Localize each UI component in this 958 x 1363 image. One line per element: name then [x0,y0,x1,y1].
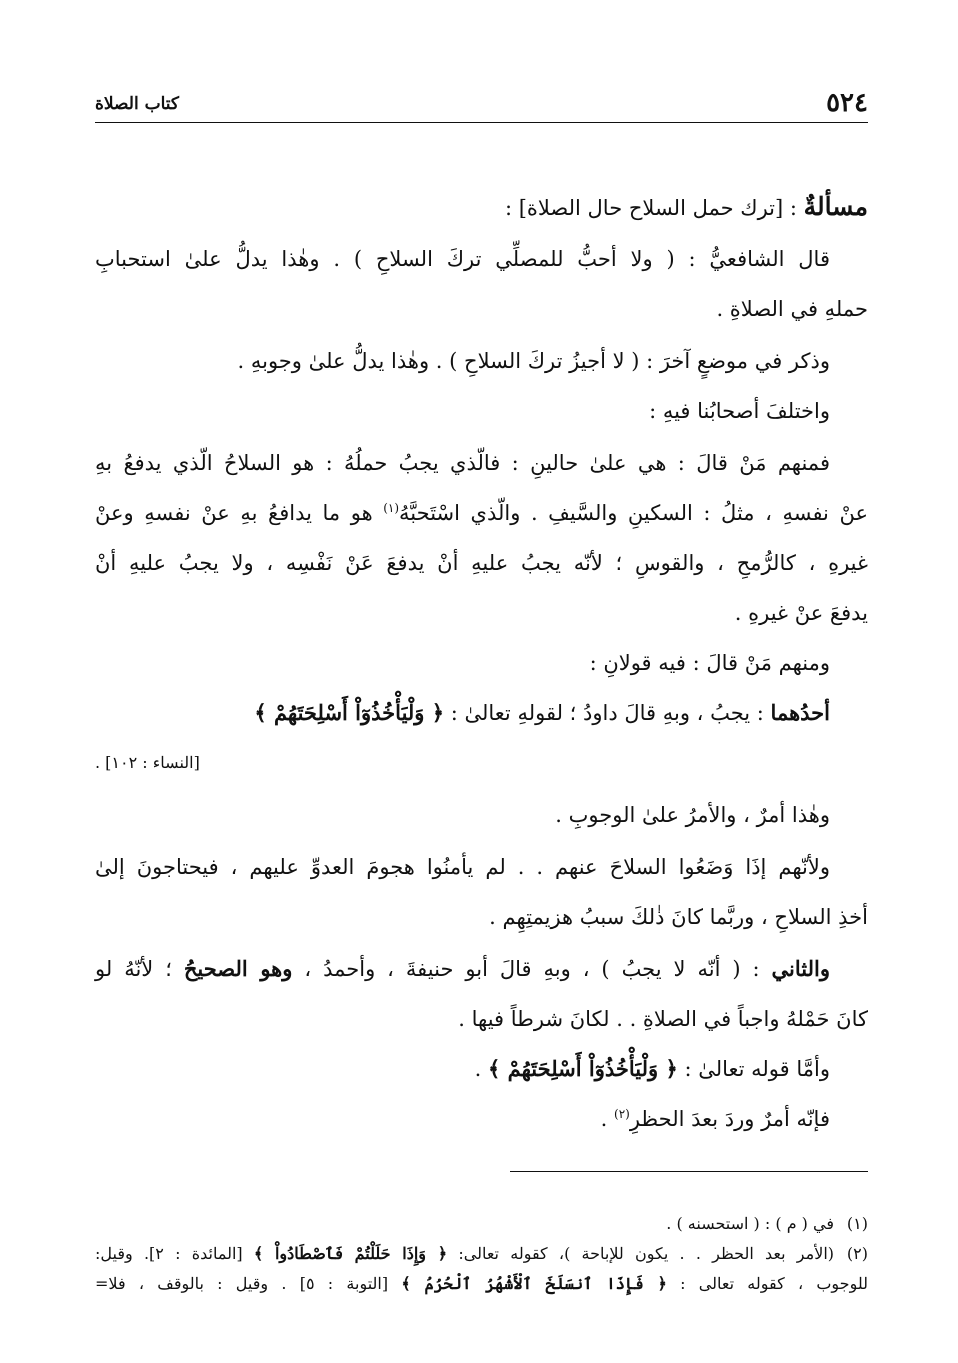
footnote-ref-2[interactable]: (٢) [614,1107,630,1121]
paragraph-4 [95,448,868,628]
issue-heading [95,192,868,222]
quran-verse: ﴿ فَإِذَا ٱنسَلَخَ ٱلْأَشْهُرُ ٱلْحُرُمُ ﴾ [401,1274,667,1293]
paragraph-10 [95,1054,868,1084]
text-line: أخذِ السلاحِ ، وربَّما كانَ ذٰلكَ سببُ هزيمتِهِم . [489,905,868,929]
text-segment: . [600,1107,615,1131]
paragraph-6 [95,698,868,728]
paragraph-8 [95,852,868,932]
text-line [95,954,868,984]
verse-reference: [النساء : ١٠٢] . [95,753,200,772]
footnote-number: (٢) [846,1244,869,1263]
footnote-separator [510,1171,868,1172]
footnote-1 [95,1209,868,1239]
paragraph-7: وهٰذا أمرٌ ، والأمرُ علىٰ الوجوبِ . [555,803,830,827]
text-segment: فإنّه أمرٌ وردَ بعدَ الحظرِ [629,1107,830,1131]
footnote-2-continued [95,1269,868,1299]
bold-term: أحدُهما [770,700,830,725]
issue-title: : [ترك حمل السلاح حال الصلاة] : [504,196,804,220]
footnote-text: في ( م ) : ( استحسنه ) . [666,1214,834,1233]
text-segment: هو ما يدافعُ بهِ عنْ نفسهِ وعنْ [95,501,384,525]
quran-verse: ﴿ وَلْيَأْخُذُوٓاْ أَسْلِحَتَهُمْ ﴾ [254,700,445,725]
quran-verse: ﴿ وَلْيَأْخُذُوٓاْ أَسْلِحَتَهُمْ ﴾ [488,1056,678,1081]
text-line: كانَ حَمْلهُ واجباً في الصلاةِ . . لكانَ شرطاً فيها . [458,1007,868,1031]
text-segment: . [474,1057,489,1081]
bold-term: وهو الصحيحُ [183,956,293,981]
footnote-text: للوجوب ، كقوله تعالى : [666,1274,869,1293]
text-segment: : ( أنّه لا يجبُ ) ، وبهِ قالَ أبو حنيفةَ ، وأحمدُ ، [292,957,772,981]
paragraph-3: واختلفَ أصحابُنا فيهِ : [649,399,830,423]
text-line: غيرهِ ، كالرُّمحِ ، والقوسِ ؛ لأنّه يجبُ عليهِ أنْ يدفعَ عَنْ نَفْسِه ، ولا يجبُ عليهِ أنْ [95,551,869,575]
text-line-with-footnote [95,498,868,528]
text-segment: ؛ لأنّهُ لو [95,957,184,981]
paragraph-9 [95,954,868,1034]
paragraph-5: ومنهم مَنْ قالَ : فيه قولانِ : [589,651,830,675]
footnote-text: (الأمر بعد الحظر . . يكون للإباحة )، كقوله تعالى: [447,1244,835,1263]
paragraph-11 [95,1104,868,1134]
footnote-ref-1[interactable]: (١) [383,501,400,515]
page-number: ٥٢٤ [826,88,868,118]
text-line: حملهِ في الصلاةِ . [716,297,868,321]
quran-verse: ﴿ وَإِذَا حَلَلْتُمْ فَٱصْطَادُواْ ﴾ [253,1244,448,1263]
text-line: يدفعَ عنْ غيرهِ . [734,601,868,625]
footnotes [95,1209,868,1299]
text-line: فمنهم مَنْ قالَ : هي علىٰ حالينِ : فالّذي يجبُ حملُهُ : هو السلاحُ الّذي يدفعُ بهِ [95,451,830,475]
issue-label: مسألةٌ [803,192,868,221]
paragraph-2: وذكر في موضعٍ آخرَ : ( لا أجيزُ تركَ السلاحِ ) . وهٰذا يدلُّ علىٰ وجوبهِ . [237,349,830,373]
running-title: كتاب الصلاة [95,94,180,114]
paragraph-1 [95,244,868,324]
footnote-number: (١) [846,1214,868,1233]
footnote-text: [التوبة : ٥] . وقيل : بالوقف ، فلا= [95,1274,402,1293]
text-segment: عنْ نفسهِ ، مثلُ : السكينِ والسَّيفِ . والّذي اسْتَحبَّهُ [399,501,868,525]
text-segment: : يجبُ ، وبهِ قالَ داودُ ؛ لقولهِ تعالىٰ : [444,701,771,725]
footnote-text: [المائدة : ٢]. وقيل: [95,1244,254,1263]
text-segment: وأمَّا قوله تعالىٰ : [677,1057,830,1081]
page-header [95,88,868,123]
text-line: قال الشافعيُّ : ( ولا أحبُّ للمصلِّي تركَ السلاحِ ) . وهٰذا يدلُّ علىٰ استحبابِ [95,247,830,271]
footnote-2 [95,1239,868,1269]
bold-term: والثاني [771,956,830,981]
main-text [95,192,868,1134]
text-line: ولأنّهم إذَا وَضَعُوا السلاحَ عنهم . . لم يأمنُوا هجومَ العدوِّ عليهم ، فيحتاجونَ إلىٰ [95,855,830,879]
